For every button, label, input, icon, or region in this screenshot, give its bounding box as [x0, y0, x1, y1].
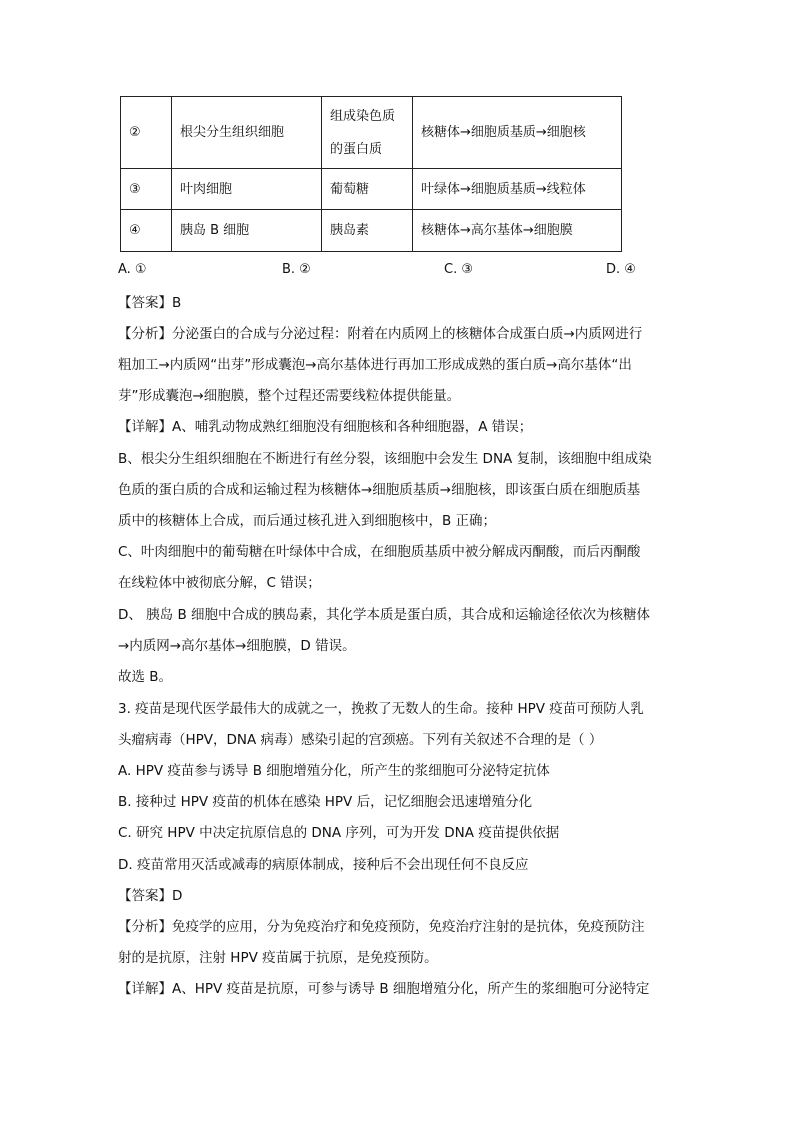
option-a: A. ① — [118, 262, 147, 277]
row-number: ④ — [121, 210, 172, 252]
substance-line: 的蛋白质 — [330, 141, 383, 157]
cell-type: 叶肉细胞 — [172, 169, 322, 210]
substance: 葡萄糖 — [322, 169, 413, 210]
cell-type: 胰岛 B 细胞 — [172, 210, 322, 252]
detail-line: 色质的蛋白质的合成和运输过程为核糖体→细胞质基质→细胞核，即该蛋白质在细胞质基 — [118, 482, 641, 498]
detail-line: →内质网→高尔基体→细胞膜，D 错误。 — [118, 638, 356, 654]
analysis-line: 粗加工→内质网“出芽”形成囊泡→高尔基体进行再加工形成成熟的蛋白质→高尔基体“出 — [118, 357, 632, 373]
detail-line: D、 胰岛 B 细胞中合成的胰岛素，其化学本质是蛋白质，其合成和运输途径依次为核糖体 — [118, 607, 651, 623]
analysis-line: 芽”形成囊泡→细胞膜，整个过程还需要线粒体提供能量。 — [118, 388, 461, 404]
question-table — [120, 96, 622, 252]
substance — [322, 97, 413, 169]
answer-line: 【答案】B — [118, 295, 182, 311]
option-d: D. ④ — [606, 262, 636, 277]
question-option: A. HPV 疫苗参与诱导 B 细胞增殖分化，所产生的浆细胞可分泌特定抗体 — [118, 763, 550, 779]
transport-path: 核糖体→细胞质基质→细胞核 — [413, 97, 622, 169]
option-b: B. ② — [282, 262, 311, 277]
substance-line: 组成染色质 — [330, 108, 396, 124]
table-row — [121, 210, 622, 252]
detail-line: C、叶肉细胞中的葡萄糖在叶绿体中合成，在细胞质基质中被分解成丙酮酸，而后丙酮酸 — [118, 544, 641, 560]
detail-line: 在线粒体中被彻底分解，C 错误； — [118, 575, 321, 591]
detail-line: B、根尖分生组织细胞在不断进行有丝分裂，该细胞中会发生 DNA 复制，该细胞中组成染 — [118, 451, 652, 467]
answer-line: 【答案】D — [118, 888, 183, 904]
substance: 胰岛素 — [322, 210, 413, 252]
detail-line: 【详解】A、HPV 疫苗是抗原，可参与诱导 B 细胞增殖分化，所产生的浆细胞可分泌特定 — [118, 981, 650, 997]
question-option: C. 研究 HPV 中决定抗原信息的 DNA 序列，可为开发 DNA 疫苗提供依据 — [118, 825, 560, 841]
question-option: D. 疫苗常用灭活或减毒的病原体制成，接种后不会出现任何不良反应 — [118, 857, 529, 873]
detail-line: 质中的核糖体上合成，而后通过核孔进入到细胞核中，B 正确； — [118, 513, 497, 529]
choice-line: 故选 B。 — [118, 669, 173, 685]
question-option: B. 接种过 HPV 疫苗的机体在感染 HPV 后，记忆细胞会迅速增殖分化 — [118, 794, 533, 810]
analysis-line: 射的是抗原，注射 HPV 疫苗属于抗原，是免疫预防。 — [118, 950, 438, 966]
transport-path: 核糖体→高尔基体→细胞膜 — [413, 210, 622, 252]
cell-type: 根尖分生组织细胞 — [172, 97, 322, 169]
answer-options — [118, 262, 678, 280]
analysis-line: 【分析】免疫学的应用，分为免疫治疗和免疫预防，免疫治疗注射的是抗体，免疫预防注 — [118, 919, 645, 935]
question-stem: 头瘤病毒（HPV，DNA 病毒）感染引起的宫颈癌。下列有关叙述不合理的是（ ） — [118, 732, 603, 748]
detail-line: 【详解】A、哺乳动物成熟红细胞没有细胞核和各种细胞器，A 错误； — [118, 419, 533, 435]
transport-path: 叶绿体→细胞质基质→线粒体 — [413, 169, 622, 210]
question-stem: 3. 疫苗是现代医学最伟大的成就之一，挽救了无数人的生命。接种 HPV 疫苗可预防人乳 — [118, 701, 644, 717]
analysis-line: 【分析】分泌蛋白的合成与分泌过程：附着在内质网上的核糖体合成蛋白质→内质网进行 — [118, 326, 643, 342]
table-row — [121, 169, 622, 210]
option-c: C. ③ — [444, 262, 473, 277]
row-number: ③ — [121, 169, 172, 210]
table-row — [121, 97, 622, 169]
row-number: ② — [121, 97, 172, 169]
